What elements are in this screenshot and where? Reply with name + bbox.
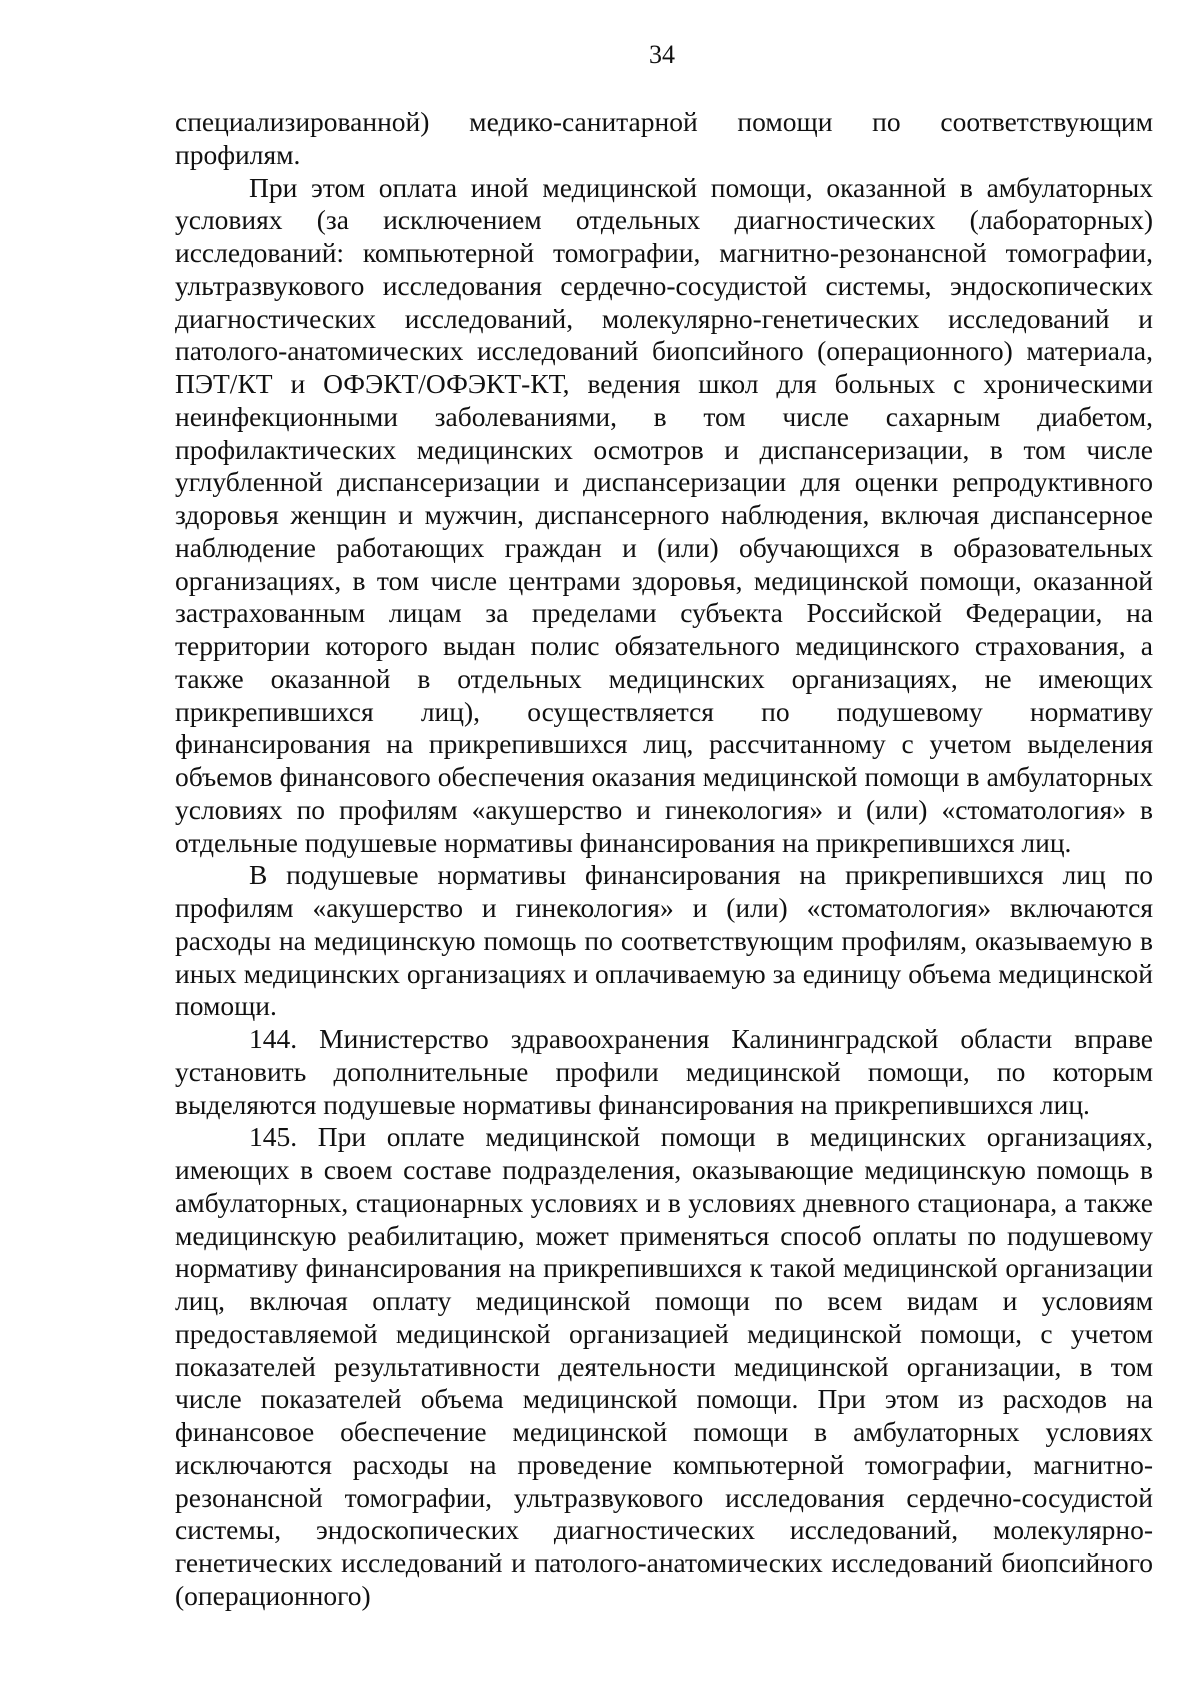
page-number: 34	[649, 40, 675, 69]
paragraph-item-144: 144. Министерство здравоохранения Калининградской области вправе установить дополнительные профили медицинской помощи, по которым выделяются подушевые нормативы финансирования на прикрепившихся лиц.	[175, 1023, 1153, 1120]
paragraph-continuation: специализированной) медико-санитарной помощи по соответствующим профилям.	[175, 106, 1153, 170]
paragraph-payment-ambulatory: При этом оплата иной медицинской помощи, оказанной в амбулаторных условиях (за исключением отдельных диагностических (лабораторных) исследований: компьютерной томографии, магнитно-резонансной томографии, ультразвукового исследования сердечно-сосудистой системы, эндоскопических диагностических исследований, молекулярно-генетических исследований и патолого-анатомических исследований биопсийного (операционного) материала, ПЭТ/КТ и ОФЭКТ/ОФЭКТ-КТ, ведения школ для больных с хроническими неинфекционными заболеваниями, в том числе сахарным диабетом, профилактических медицинских осмотров и диспансеризации, в том числе углубленной диспансеризации и диспансеризации для оценки репродуктивного здоровья женщин и мужчин, диспансерного наблюдения, включая диспансерное наблюдение работающих граждан и (или) обучающихся в образовательных организациях, в том числе центрами здоровья, медицинской помощи, оказанной застрахованным лицам за пределами субъекта Российской Федерации, на территории которого выдан полис обязательного медицинского страхования, а также оказанной в отдельных медицинских организациях, не имеющих прикрепившихся лиц), осуществляется по подушевому нормативу финансирования на прикрепившихся лиц, рассчитанному с учетом выделения объемов финансового обеспечения оказания медицинской помощи в амбулаторных условиях по профилям «акушерство и гинекология» и (или) «стоматология» в отдельные подушевые нормативы финансирования на прикрепившихся лиц.	[175, 171, 1153, 858]
paragraph-per-capita-profiles: В подушевые нормативы финансирования на прикрепившихся лиц по профилям «акушерство и гинекология» и (или) «стоматология» включаются расходы на медицинскую помощь по соответствующим профилям, оказываемую в иных медицинских организациях и оплачиваемую за единицу объема медицинской помощи.	[175, 859, 1153, 1022]
document-body	[175, 106, 1153, 1613]
paragraph-item-145: 145. При оплате медицинской помощи в медицинских организациях, имеющих в своем составе подразделения, оказывающие медицинскую помощь в амбулаторных, стационарных условиях и в условиях дневного стационара, а также медицинскую реабилитацию, может применяться способ оплаты по подушевому нормативу финансирования на прикрепившихся к такой медицинской организации лиц, включая оплату медицинской помощи по всем видам и условиям предоставляемой медицинской организацией медицинской помощи, с учетом показателей результативности деятельности медицинской организации, в том числе показателей объема медицинской помощи. При этом из расходов на финансовое обеспечение медицинской помощи в амбулаторных условиях исключаются расходы на проведение компьютерной томографии, магнитно-резонансной томографии, ультразвукового исследования сердечно-сосудистой системы, эндоскопических диагностических исследований, молекулярно-генетических исследований и патолого-анатомических исследований биопсийного (операционного)	[175, 1121, 1153, 1611]
